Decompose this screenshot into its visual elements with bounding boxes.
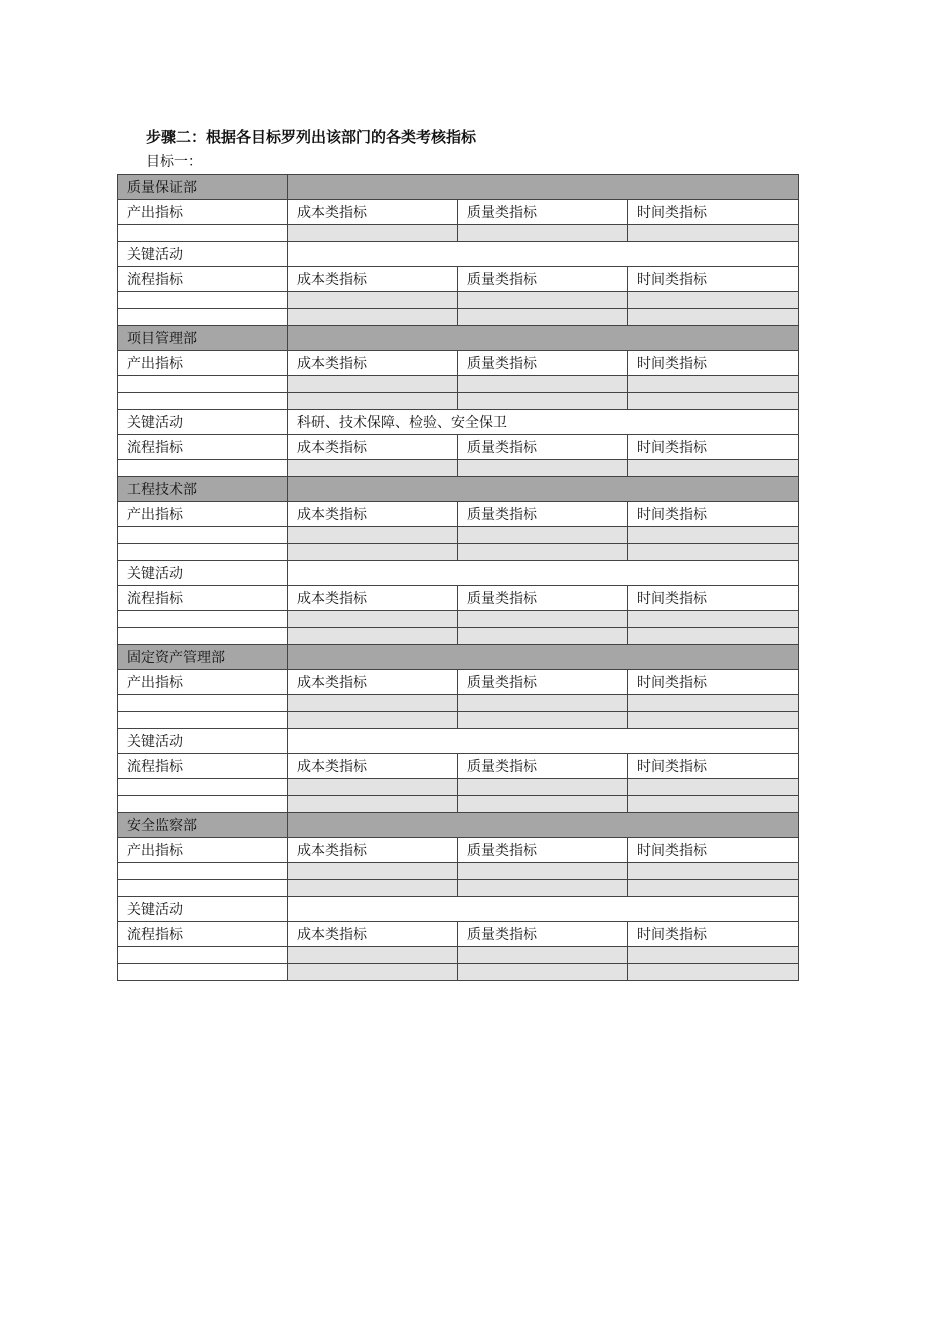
process-indicator-header-row [118, 586, 799, 611]
indicator-input-cell[interactable] [628, 611, 799, 628]
blank-cell[interactable] [118, 393, 288, 410]
cost-indicator-header: 成本类指标 [288, 200, 458, 225]
indicator-input-cell[interactable] [288, 460, 458, 477]
department-row [118, 326, 799, 351]
cost-indicator-header: 成本类指标 [288, 267, 458, 292]
process-indicator-blank-row [118, 947, 799, 964]
department-band [288, 477, 799, 502]
output-indicator-blank-row [118, 712, 799, 729]
time-indicator-header: 时间类指标 [628, 435, 799, 460]
process-indicator-header-row [118, 267, 799, 292]
indicator-input-cell[interactable] [288, 796, 458, 813]
quality-indicator-header: 质量类指标 [458, 754, 628, 779]
output-indicator-header-row [118, 838, 799, 863]
indicator-input-cell[interactable] [288, 779, 458, 796]
cost-indicator-header: 成本类指标 [288, 586, 458, 611]
output-indicator-blank-row [118, 544, 799, 561]
time-indicator-header: 时间类指标 [628, 351, 799, 376]
indicator-input-cell[interactable] [628, 863, 799, 880]
key-activity-value[interactable] [288, 561, 799, 586]
blank-cell[interactable] [118, 292, 288, 309]
indicator-input-cell[interactable] [628, 376, 799, 393]
department-row [118, 175, 799, 200]
blank-cell[interactable] [118, 964, 288, 981]
indicator-input-cell[interactable] [288, 544, 458, 561]
time-indicator-header: 时间类指标 [628, 267, 799, 292]
indicator-input-cell[interactable] [458, 880, 628, 897]
quality-indicator-header: 质量类指标 [458, 502, 628, 527]
blank-cell[interactable] [118, 863, 288, 880]
key-activity-label: 关键活动 [118, 242, 288, 267]
key-activity-label: 关键活动 [118, 729, 288, 754]
indicator-input-cell[interactable] [628, 947, 799, 964]
output-indicator-blank-row [118, 880, 799, 897]
key-activity-value[interactable] [288, 897, 799, 922]
indicator-input-cell[interactable] [288, 611, 458, 628]
output-indicator-blank-row [118, 225, 799, 242]
indicator-input-cell[interactable] [458, 527, 628, 544]
output-indicator-header-row [118, 502, 799, 527]
process-indicator-header-row [118, 922, 799, 947]
indicator-input-cell[interactable] [628, 309, 799, 326]
process-indicator-blank-row [118, 779, 799, 796]
process-indicator-blank-row [118, 628, 799, 645]
indicator-input-cell[interactable] [288, 947, 458, 964]
indicator-input-cell[interactable] [458, 460, 628, 477]
blank-cell[interactable] [118, 460, 288, 477]
indicator-input-cell[interactable] [288, 225, 458, 242]
output-indicator-header-row [118, 200, 799, 225]
process-indicator-label: 流程指标 [118, 922, 288, 947]
output-indicator-label: 产出指标 [118, 351, 288, 376]
cost-indicator-header: 成本类指标 [288, 922, 458, 947]
blank-cell[interactable] [118, 376, 288, 393]
process-indicator-label: 流程指标 [118, 435, 288, 460]
process-indicator-blank-row [118, 292, 799, 309]
key-activity-row [118, 897, 799, 922]
quality-indicator-header: 质量类指标 [458, 435, 628, 460]
kpi-table [117, 174, 799, 981]
blank-cell[interactable] [118, 611, 288, 628]
department-row [118, 813, 799, 838]
key-activity-row [118, 729, 799, 754]
blank-cell[interactable] [118, 544, 288, 561]
cost-indicator-header: 成本类指标 [288, 754, 458, 779]
indicator-input-cell[interactable] [628, 393, 799, 410]
indicator-input-cell[interactable] [628, 292, 799, 309]
indicator-input-cell[interactable] [628, 779, 799, 796]
process-indicator-label: 流程指标 [118, 586, 288, 611]
key-activity-row [118, 561, 799, 586]
indicator-input-cell[interactable] [628, 460, 799, 477]
indicator-input-cell[interactable] [288, 863, 458, 880]
indicator-input-cell[interactable] [628, 628, 799, 645]
indicator-input-cell[interactable] [288, 964, 458, 981]
indicator-input-cell[interactable] [288, 309, 458, 326]
output-indicator-label: 产出指标 [118, 200, 288, 225]
blank-cell[interactable] [118, 796, 288, 813]
blank-cell[interactable] [118, 712, 288, 729]
process-indicator-header-row [118, 754, 799, 779]
output-indicator-blank-row [118, 863, 799, 880]
blank-cell[interactable] [118, 309, 288, 326]
department-row [118, 645, 799, 670]
time-indicator-header: 时间类指标 [628, 922, 799, 947]
quality-indicator-header: 质量类指标 [458, 586, 628, 611]
output-indicator-label: 产出指标 [118, 838, 288, 863]
output-indicator-label: 产出指标 [118, 502, 288, 527]
process-indicator-blank-row [118, 309, 799, 326]
indicator-input-cell[interactable] [458, 779, 628, 796]
key-activity-value[interactable]: 科研、技术保障、检验、安全保卫 [288, 410, 799, 435]
indicator-input-cell[interactable] [628, 796, 799, 813]
indicator-input-cell[interactable] [628, 712, 799, 729]
indicator-input-cell[interactable] [458, 796, 628, 813]
process-indicator-label: 流程指标 [118, 754, 288, 779]
key-activity-label: 关键活动 [118, 410, 288, 435]
key-activity-value[interactable] [288, 242, 799, 267]
indicator-input-cell[interactable] [458, 947, 628, 964]
key-activity-label: 关键活动 [118, 897, 288, 922]
process-indicator-label: 流程指标 [118, 267, 288, 292]
indicator-input-cell[interactable] [288, 527, 458, 544]
cost-indicator-header: 成本类指标 [288, 502, 458, 527]
quality-indicator-header: 质量类指标 [458, 670, 628, 695]
key-activity-row [118, 242, 799, 267]
blank-cell[interactable] [118, 947, 288, 964]
time-indicator-header: 时间类指标 [628, 754, 799, 779]
blank-cell[interactable] [118, 779, 288, 796]
cost-indicator-header: 成本类指标 [288, 351, 458, 376]
indicator-input-cell[interactable] [458, 712, 628, 729]
indicator-input-cell[interactable] [288, 628, 458, 645]
indicator-input-cell[interactable] [458, 292, 628, 309]
time-indicator-header: 时间类指标 [628, 670, 799, 695]
process-indicator-blank-row [118, 611, 799, 628]
quality-indicator-header: 质量类指标 [458, 351, 628, 376]
output-indicator-label: 产出指标 [118, 670, 288, 695]
cost-indicator-header: 成本类指标 [288, 838, 458, 863]
indicator-input-cell[interactable] [288, 712, 458, 729]
blank-cell[interactable] [118, 880, 288, 897]
indicator-input-cell[interactable] [628, 527, 799, 544]
indicator-input-cell[interactable] [458, 309, 628, 326]
key-activity-label: 关键活动 [118, 561, 288, 586]
indicator-input-cell[interactable] [458, 964, 628, 981]
key-activity-row [118, 410, 799, 435]
department-name: 工程技术部 [118, 477, 288, 502]
quality-indicator-header: 质量类指标 [458, 922, 628, 947]
blank-cell[interactable] [118, 695, 288, 712]
output-indicator-blank-row [118, 393, 799, 410]
department-row [118, 477, 799, 502]
blank-cell[interactable] [118, 225, 288, 242]
goal-label: 目标一： [146, 154, 202, 170]
output-indicator-header-row [118, 351, 799, 376]
process-indicator-blank-row [118, 964, 799, 981]
time-indicator-header: 时间类指标 [628, 502, 799, 527]
time-indicator-header: 时间类指标 [628, 200, 799, 225]
department-name: 项目管理部 [118, 326, 288, 351]
time-indicator-header: 时间类指标 [628, 838, 799, 863]
indicator-input-cell[interactable] [628, 225, 799, 242]
output-indicator-blank-row [118, 527, 799, 544]
indicator-input-cell[interactable] [628, 695, 799, 712]
output-indicator-blank-row [118, 695, 799, 712]
department-band [288, 175, 799, 200]
department-name: 质量保证部 [118, 175, 288, 200]
indicator-input-cell[interactable] [458, 628, 628, 645]
indicator-input-cell[interactable] [458, 544, 628, 561]
process-indicator-blank-row [118, 796, 799, 813]
process-indicator-header-row [118, 435, 799, 460]
indicator-input-cell[interactable] [458, 376, 628, 393]
quality-indicator-header: 质量类指标 [458, 838, 628, 863]
indicator-input-cell[interactable] [288, 880, 458, 897]
process-indicator-blank-row [118, 460, 799, 477]
blank-cell[interactable] [118, 628, 288, 645]
department-name: 固定资产管理部 [118, 645, 288, 670]
quality-indicator-header: 质量类指标 [458, 200, 628, 225]
quality-indicator-header: 质量类指标 [458, 267, 628, 292]
time-indicator-header: 时间类指标 [628, 586, 799, 611]
indicator-input-cell[interactable] [288, 393, 458, 410]
department-name: 安全监察部 [118, 813, 288, 838]
indicator-input-cell[interactable] [458, 393, 628, 410]
indicator-input-cell[interactable] [458, 695, 628, 712]
output-indicator-header-row [118, 670, 799, 695]
output-indicator-blank-row [118, 376, 799, 393]
indicator-input-cell[interactable] [288, 292, 458, 309]
indicator-input-cell[interactable] [458, 863, 628, 880]
department-band [288, 813, 799, 838]
indicator-input-cell[interactable] [288, 695, 458, 712]
page-title: 步骤二：根据各目标罗列出该部门的各类考核指标 [146, 128, 477, 146]
key-activity-value[interactable] [288, 729, 799, 754]
indicator-input-cell[interactable] [628, 880, 799, 897]
blank-cell[interactable] [118, 527, 288, 544]
indicator-input-cell[interactable] [628, 964, 799, 981]
department-band [288, 326, 799, 351]
cost-indicator-header: 成本类指标 [288, 435, 458, 460]
cost-indicator-header: 成本类指标 [288, 670, 458, 695]
indicator-input-cell[interactable] [628, 544, 799, 561]
indicator-input-cell[interactable] [288, 376, 458, 393]
department-band [288, 645, 799, 670]
indicator-input-cell[interactable] [458, 225, 628, 242]
indicator-input-cell[interactable] [458, 611, 628, 628]
